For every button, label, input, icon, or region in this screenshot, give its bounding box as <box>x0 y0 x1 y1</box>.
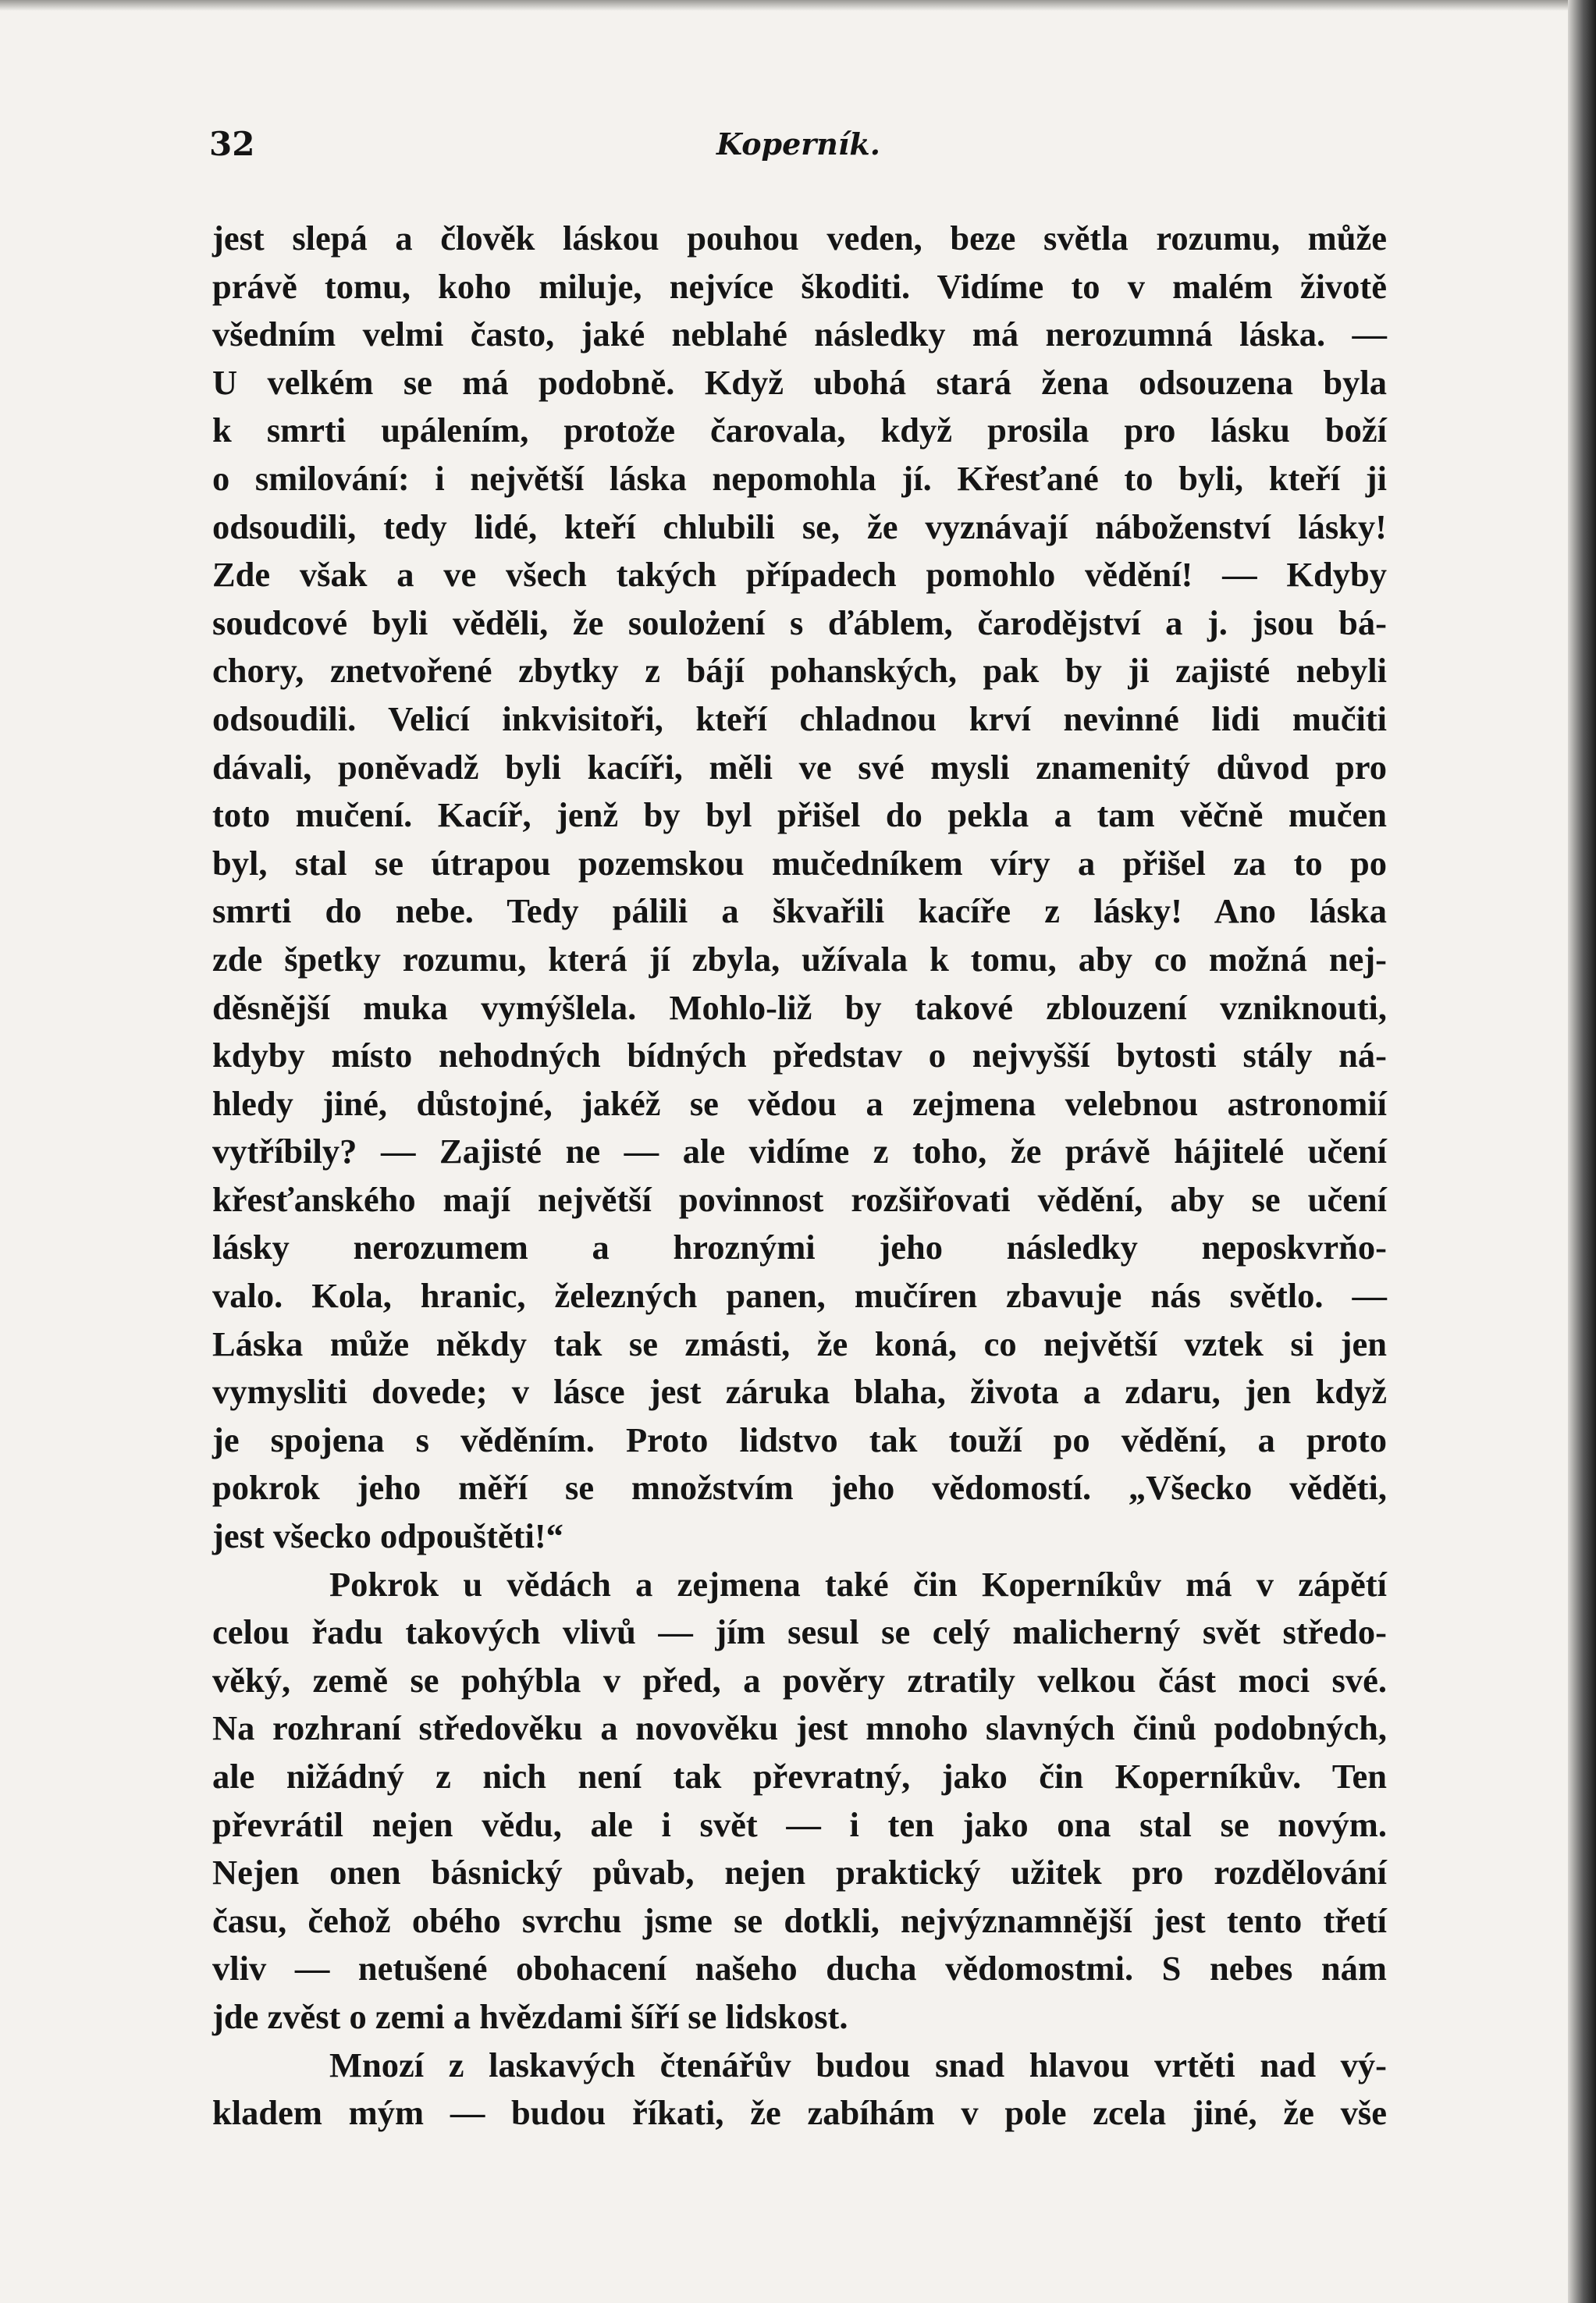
text-line: věký, země se pohýbla v před, a pověry ztratily velkou část moci své. <box>212 1660 1387 1700</box>
text-line: právě tomu, koho miluje, nejvíce škoditi. Vidíme to v malém životě <box>212 266 1387 306</box>
text-line: všedním velmi často, jaké neblahé následky má nerozumná láska. — <box>212 315 1387 354</box>
text-line: toto mučení. Kacíř, jenž by byl přišel do pekla a tam věčně mučen <box>212 795 1387 835</box>
text-line: děsnější muka vymýšlela. Mohlo-liž by takové zblouzení vzniknouti, <box>212 987 1387 1027</box>
text-line: kladem mým — budou říkati, že zabíhám v pole zcela jiné, že vše <box>212 2093 1387 2133</box>
text-line: ale nižádný z nich není tak převratný, jako čin Koperníkův. Ten <box>212 1757 1387 1796</box>
text-line: převrátil nejen vědu, ale i svět — i ten jako ona stal se novým. <box>212 1804 1387 1844</box>
text-line: je spojena s věděním. Proto lidstvo tak touží po vědění, a proto <box>212 1420 1387 1459</box>
scan-top-edge <box>0 0 1596 11</box>
text-line: kdyby místo nehodných bídných představ o nejvyšší bytosti stály ná- <box>212 1036 1387 1075</box>
text-line: pokrok jeho měří se množstvím jeho vědomostí. „Všecko věděti, <box>212 1468 1387 1508</box>
text-line: vliv — netušené obohacení našeho ducha vědomostmi. S nebes nám <box>212 1949 1387 1988</box>
text-line: soudcové byli věděli, že soulożení s ďáblem, čarodějství a j. jsou bá- <box>212 602 1387 642</box>
page-number: 32 <box>209 125 255 163</box>
text-line: křesťanského mají největší povinnost rozšiřovati vědění, aby se učení <box>212 1179 1387 1219</box>
text-line: Nejen onen básnický půvab, nejen praktický užitek pro rozdělování <box>212 1853 1387 1893</box>
text-line: Na rozhraní středověku a novověku jest mnoho slavných činů podobných, <box>212 1708 1387 1748</box>
text-line: času, čehož obého svrchu jsme se dotkli, nejvýznamnější jest tento třetí <box>212 1900 1387 1940</box>
margin-handwritten-note <box>0 945 236 1068</box>
text-line: celou řadu takových vlivů — jím sesul se celý malicherný svět středo- <box>212 1612 1387 1652</box>
text-line: zde špetky rozumu, která jí zbyla, užívala k tomu, aby co možná nej- <box>212 939 1387 979</box>
text-line: valo. Kola, hranic, železných panen, mučíren zbavuje nás světlo. — <box>212 1276 1387 1316</box>
text-line: U velkém se má podobně. Když ubohá stará žena odsouzena byla <box>212 362 1387 402</box>
text-line: lásky nerozumem a hroznými jeho následky neposkvrňo- <box>212 1228 1387 1267</box>
text-line: jest slepá a člověk láskou pouhou veden, beze světla rozumu, může <box>212 219 1387 258</box>
text-line: dávali, poněvadž byli kacíři, měli ve své mysli znamenitý důvod pro <box>212 747 1387 787</box>
text-line: Láska může někdy tak se zmásti, že koná, co největší vztek si jen <box>212 1324 1387 1363</box>
text-line: vytříbily? — Zajisté ne — ale vidíme z toho, že právě hájitelé učení <box>212 1132 1387 1171</box>
text-line: chory, znetvořené zbytky z bájí pohanských, pak by ji zajisté nebyli <box>212 651 1387 691</box>
page-header <box>209 125 1380 172</box>
text-line: Mnozí z laskavých čtenářův budou snad hlavou vrtěti nad vý- <box>329 2045 1387 2084</box>
body-text <box>212 215 1387 2138</box>
running-title: Koperník. <box>716 126 880 162</box>
scan-right-edge <box>1568 0 1596 2303</box>
text-line: Zde však a ve všech takých případech pomohlo vědění! — Kdyby <box>212 555 1387 595</box>
text-line: odsoudili, tedy lidé, kteří chlubili se, že vyznávají náboženství lásky! <box>212 506 1387 546</box>
text-line: Pokrok u vědách a zejmena také čin Koperníkův má v zápětí <box>329 1564 1387 1604</box>
text-line: jde zvěst o zemi a hvězdami šíří se lidskost. <box>212 1996 848 2036</box>
text-line: jest všecko odpouštěti!“ <box>212 1516 563 1556</box>
text-line: byl, stal se útrapou pozemskou mučedníkem víry a přišel za to po <box>212 843 1387 883</box>
text-line: smrti do nebe. Tedy pálili a škvařili kacíře z lásky! Ano láska <box>212 891 1387 931</box>
text-line: vymysliti dovede; v lásce jest záruka blaha, života a zdaru, jen když <box>212 1372 1387 1412</box>
text-line: odsoudili. Velicí inkvisitoři, kteří chladnou krví nevinné lidi mučiti <box>212 698 1387 738</box>
text-line: hledy jiné, důstojné, jakéž se vědou a zejmena velebnou astronomií <box>212 1083 1387 1123</box>
text-line: o smilování: i největší láska nepomohla jí. Křesťané to byli, kteří ji <box>212 458 1387 498</box>
text-line: k smrti upálením, protože čarovala, když prosila pro lásku boží <box>212 410 1387 450</box>
